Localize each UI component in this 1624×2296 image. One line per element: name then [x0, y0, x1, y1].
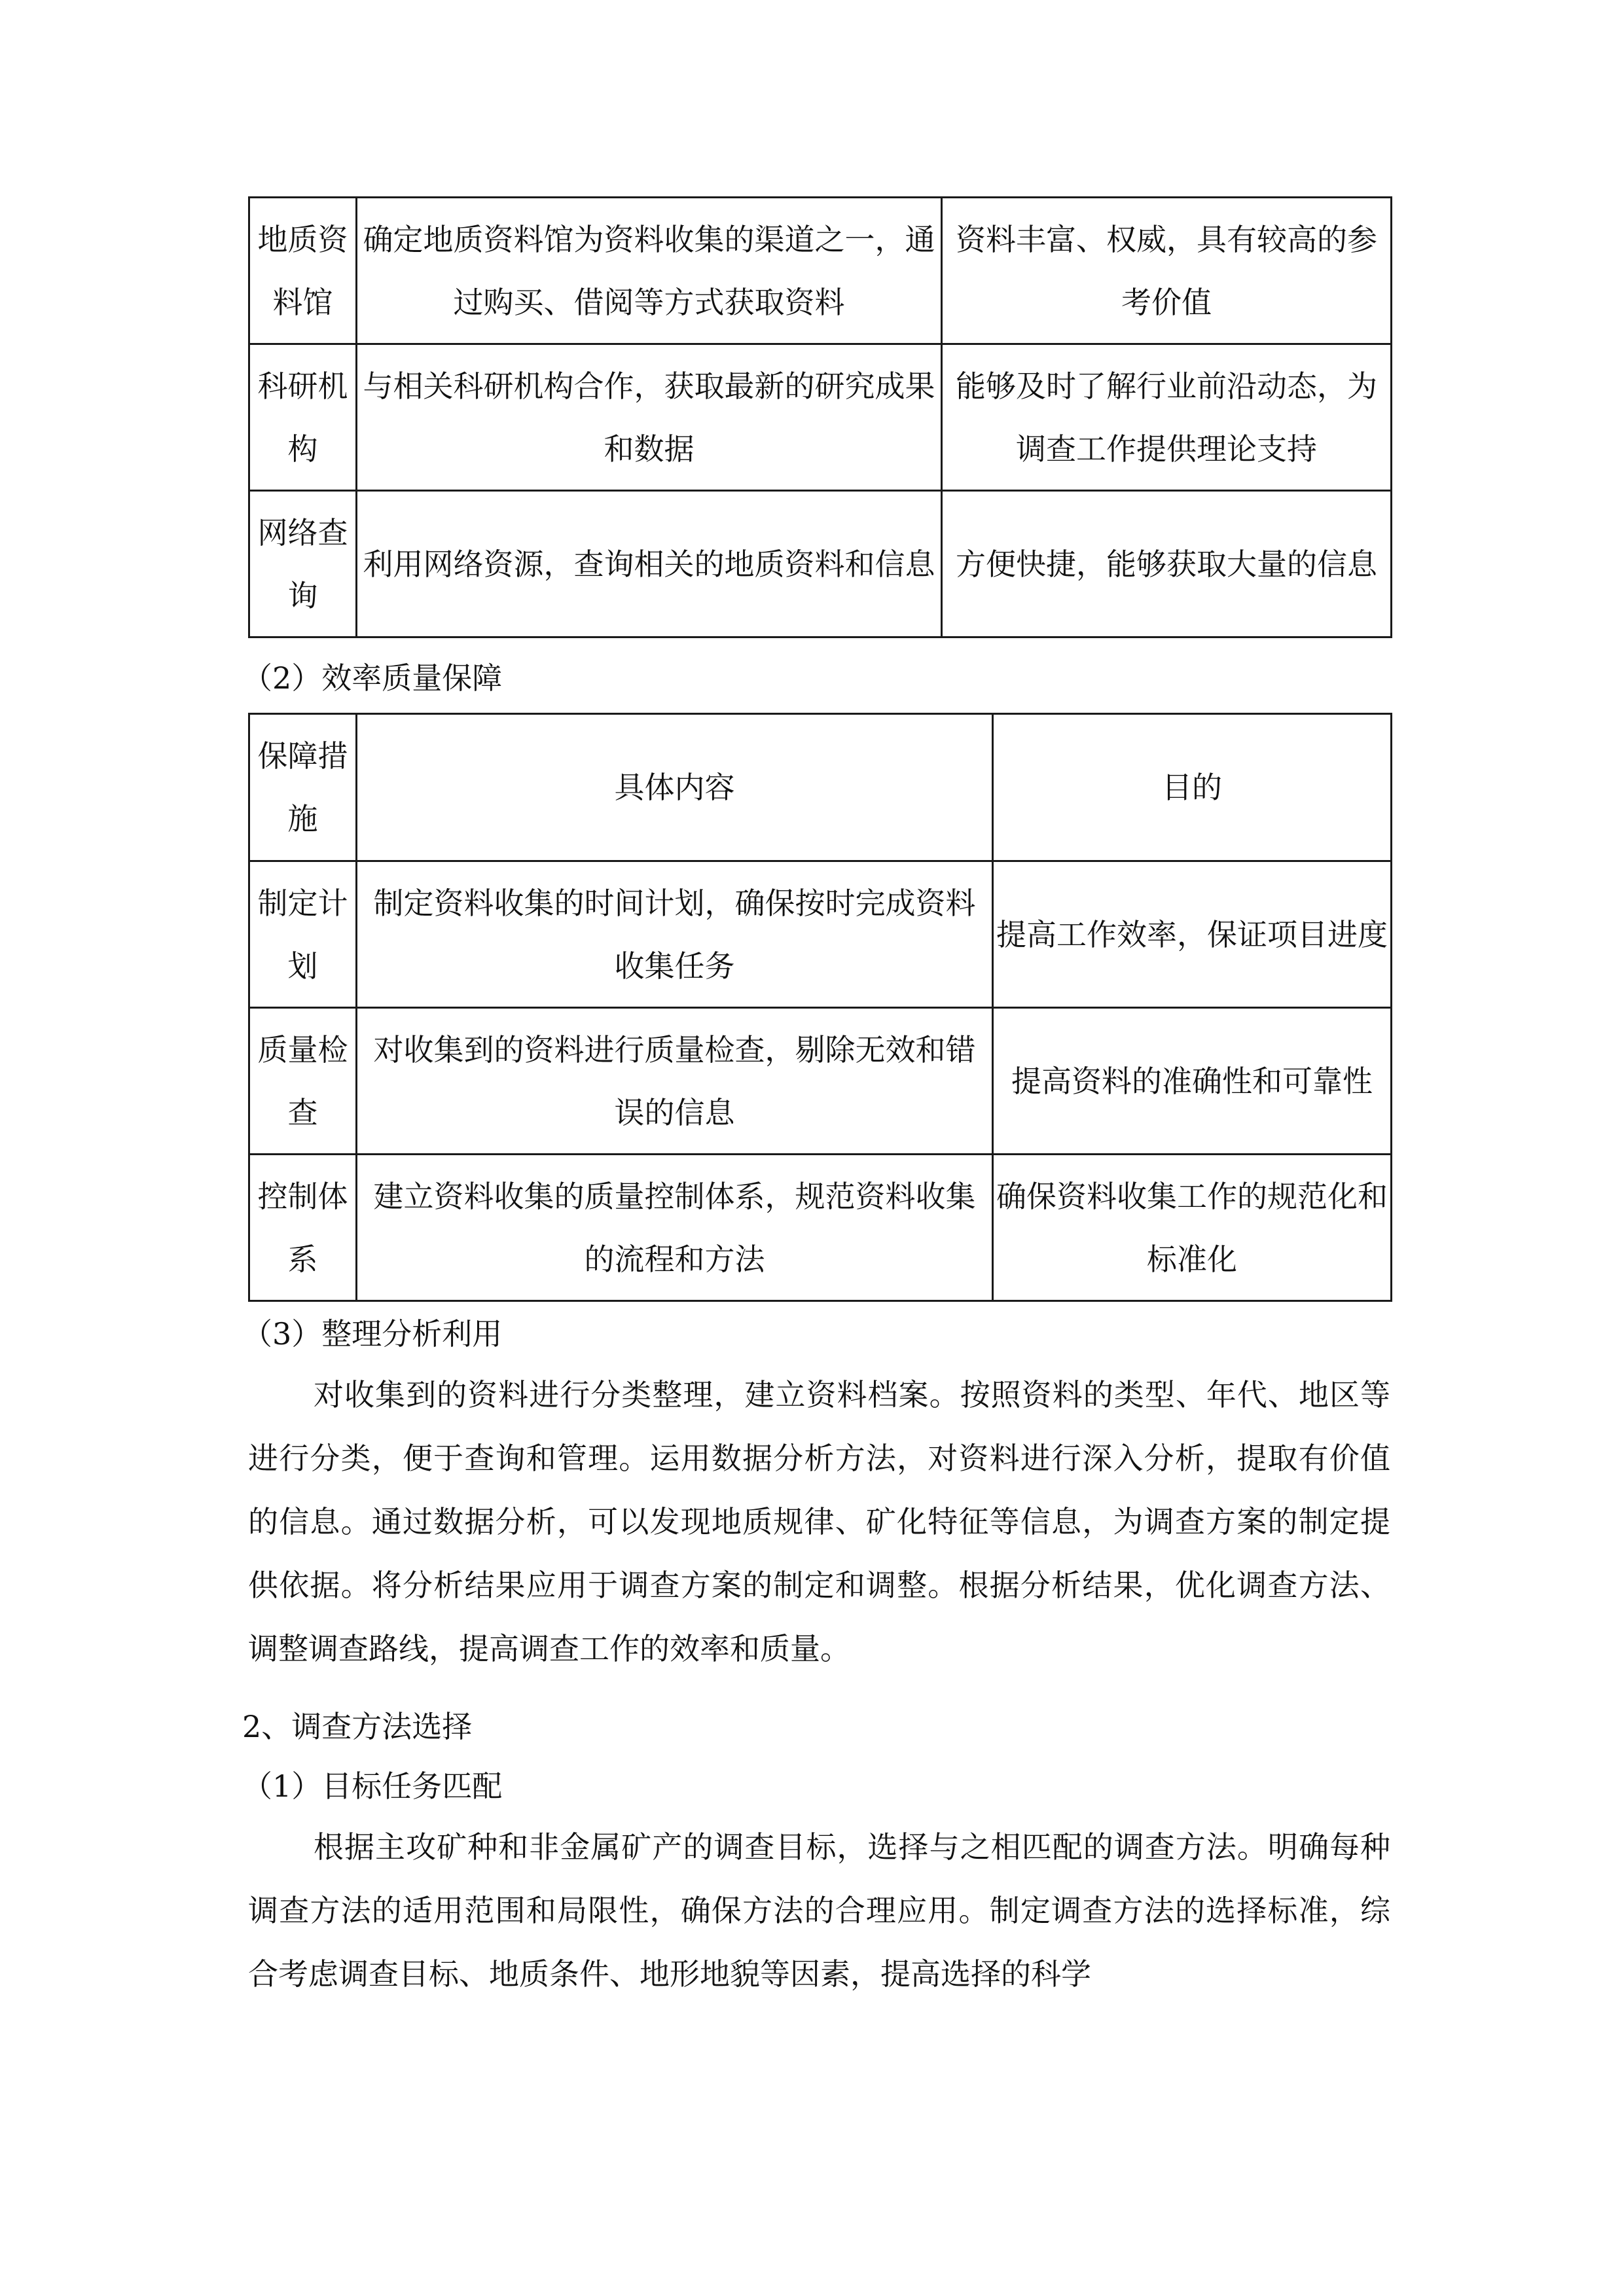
- collection-channel-table: [248, 196, 1392, 638]
- section-heading-efficiency: （2）效率质量保障: [242, 660, 503, 696]
- table-row: [249, 1008, 1392, 1155]
- channel-name-cell: 网络查询: [249, 491, 357, 637]
- header-measure: 保障措施: [249, 714, 357, 861]
- content-cell: 对收集到的资料进行质量检查，剔除无效和错误的信息: [357, 1008, 993, 1155]
- channel-advantage-cell: 资料丰富、权威，具有较高的参考价值: [942, 198, 1392, 344]
- subheading-target-matching: （1）目标任务匹配: [242, 1768, 503, 1804]
- measure-cell: 控制体系: [249, 1155, 357, 1301]
- table-row: [249, 198, 1392, 344]
- channel-method-cell: 利用网络资源，查询相关的地质资料和信息: [357, 491, 942, 637]
- purpose-cell: 提高资料的准确性和可靠性: [993, 1008, 1392, 1155]
- channel-name-cell: 科研机构: [249, 344, 357, 491]
- channel-advantage-cell: 能够及时了解行业前沿动态，为调查工作提供理论支持: [942, 344, 1392, 491]
- section-heading-analysis: （3）整理分析利用: [242, 1316, 503, 1352]
- measure-cell: 质量检查: [249, 1008, 357, 1155]
- table-row: [249, 1155, 1392, 1301]
- purpose-cell: 确保资料收集工作的规范化和标准化: [993, 1155, 1392, 1301]
- channel-method-cell: 确定地质资料馆为资料收集的渠道之一，通过购买、借阅等方式获取资料: [357, 198, 942, 344]
- table-row: [249, 344, 1392, 491]
- purpose-cell: 提高工作效率，保证项目进度: [993, 861, 1392, 1008]
- quality-assurance-table: [248, 713, 1392, 1302]
- content-cell: 制定资料收集的时间计划，确保按时完成资料收集任务: [357, 861, 993, 1008]
- channel-name-cell: 地质资料馆: [249, 198, 357, 344]
- channel-method-cell: 与相关科研机构合作，获取最新的研究成果和数据: [357, 344, 942, 491]
- method-paragraph: 根据主攻矿种和非金属矿产的调查目标，选择与之相匹配的调查方法。明确每种调查方法的适用范围和局限性，确保方法的合理应用。制定调查方法的选择标准，综合考虑调查目标、地质条件、地形地貌等因素，提高选择的科学: [248, 1829, 1390, 1992]
- table-row: [249, 491, 1392, 637]
- header-purpose: 目的: [993, 714, 1392, 861]
- measure-cell: 制定计划: [249, 861, 357, 1008]
- content-cell: 建立资料收集的质量控制体系，规范资料收集的流程和方法: [357, 1155, 993, 1301]
- channel-advantage-cell: 方便快捷，能够获取大量的信息: [942, 491, 1392, 637]
- header-content: 具体内容: [357, 714, 993, 861]
- table-row: [249, 861, 1392, 1008]
- section-heading-method: 2、调查方法选择: [242, 1709, 473, 1744]
- table-header-row: [249, 714, 1392, 861]
- analysis-paragraph: 对收集到的资料进行分类整理，建立资料档案。按照资料的类型、年代、地区等进行分类，便于查询和管理。运用数据分析方法，对资料进行深入分析，提取有价值的信息。通过数据分析，可以发现地质规律、矿化特征等信息，为调查方案的制定提供依据。将分析结果应用于调查方案的制定和调整。根据分析结果，优化调查方法、调整调查路线，提高调查工作的效率和质量。: [248, 1377, 1390, 1666]
